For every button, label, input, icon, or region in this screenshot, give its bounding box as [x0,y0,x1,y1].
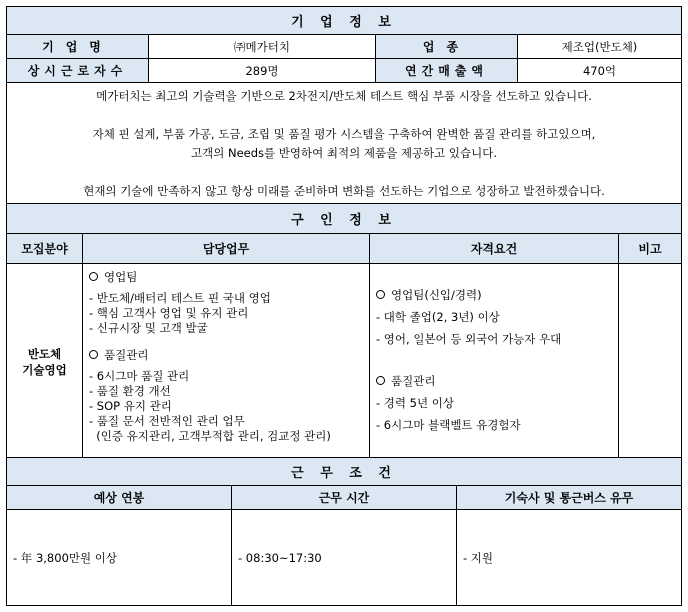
duties-quality-item: - 품질 환경 개선 [89,384,171,398]
recruit-info-table [6,203,682,460]
revenue-label: 연간매출액 [376,59,518,83]
duties-cell [83,264,370,460]
recruit-section-title: 구 인 정 보 [7,204,682,234]
description-line-2: 자체 핀 설계, 부품 가공, 도금, 조립 및 품질 평가 시스템을 구축하여 완벽한 품질 관리를 하고있으며, [92,127,596,141]
employees-value: 289명 [149,59,376,83]
recruit-field [7,264,83,460]
qual-sales-item: - 대학 졸업(2, 3년) 이상 [376,310,500,324]
dorm-bus-header: 기숙사 및 통근버스 유무 [457,486,682,510]
hours-value: - 08:30~17:30 [232,510,457,606]
qualifications-cell [370,264,619,460]
salary-value: - 年 3,800만원 이상 [7,510,232,606]
qual-quality-item: - 경력 5년 이상 [376,396,454,410]
duties-sales-item: - 신규시장 및 고객 발굴 [89,321,208,335]
note-cell [619,264,682,460]
company-section-title: 기 업 정 보 [7,7,682,35]
revenue-value: 470억 [518,59,682,83]
field-header: 모집분야 [7,234,83,264]
recruit-field-text: 반도체 기술영업 [22,346,67,377]
dorm-bus-value: - 지원 [457,510,682,606]
duties-sales-title: 영업팀 [89,270,369,285]
industry-label: 업종 [376,35,518,59]
description-line-3: 고객의 Needs를 반영하여 최적의 제품을 제공하고 있습니다. [190,146,498,160]
duties-quality-item: (인증 유지관리, 고객부적합 관리, 검교정 관리) [89,429,331,443]
circle-bullet-icon [89,350,98,359]
qual-sales-title: 영업팀(신입/경력) [376,284,618,306]
circle-bullet-icon [376,290,385,299]
duties-quality-item: - 6시그마 품질 관리 [89,369,190,383]
qualifications-header: 자격요건 [370,234,619,264]
conditions-table [6,457,682,606]
duties-quality-item: - 품질 문서 전반적인 관리 업무 [89,414,245,428]
duties-sales-item: - 핵심 고객사 영업 및 유지 관리 [89,306,249,320]
company-name-value: ㈜메가터치 [149,35,376,59]
salary-header: 예상 연봉 [7,486,232,510]
duties-header: 담당업무 [83,234,370,264]
qual-quality-title: 품질관리 [376,370,618,392]
description-line-1: 메가터치는 최고의 기술력을 기반으로 2차전지/반도체 테스트 핵심 부품 시장을 선도하고 있습니다. [96,89,592,103]
duties-quality-title: 품질관리 [89,348,369,363]
employees-label: 상시근로자수 [7,59,149,83]
hours-header: 근무 시간 [232,486,457,510]
company-name-label: 기업명 [7,35,149,59]
conditions-section-title: 근 무 조 건 [7,458,682,486]
duties-sales-item: - 반도체/배터리 테스트 핀 국내 영업 [89,291,271,305]
company-info-table [6,6,682,204]
duties-quality-item: - SOP 유지 관리 [89,399,172,413]
qual-quality-item: - 6시그마 블랙벨트 유경험자 [376,418,521,432]
qual-sales-item: - 영어, 일본어 등 외국어 가능자 우대 [376,332,562,346]
note-header: 비고 [619,234,682,264]
circle-bullet-icon [376,376,385,385]
description-line-4: 현재의 기술에 만족하지 않고 항상 미래를 준비하며 변화를 선도하는 기업으로 성장하고 발전하겠습니다. [83,184,605,198]
company-description [7,83,682,204]
industry-value: 제조업(반도체) [518,35,682,59]
circle-bullet-icon [89,272,98,281]
